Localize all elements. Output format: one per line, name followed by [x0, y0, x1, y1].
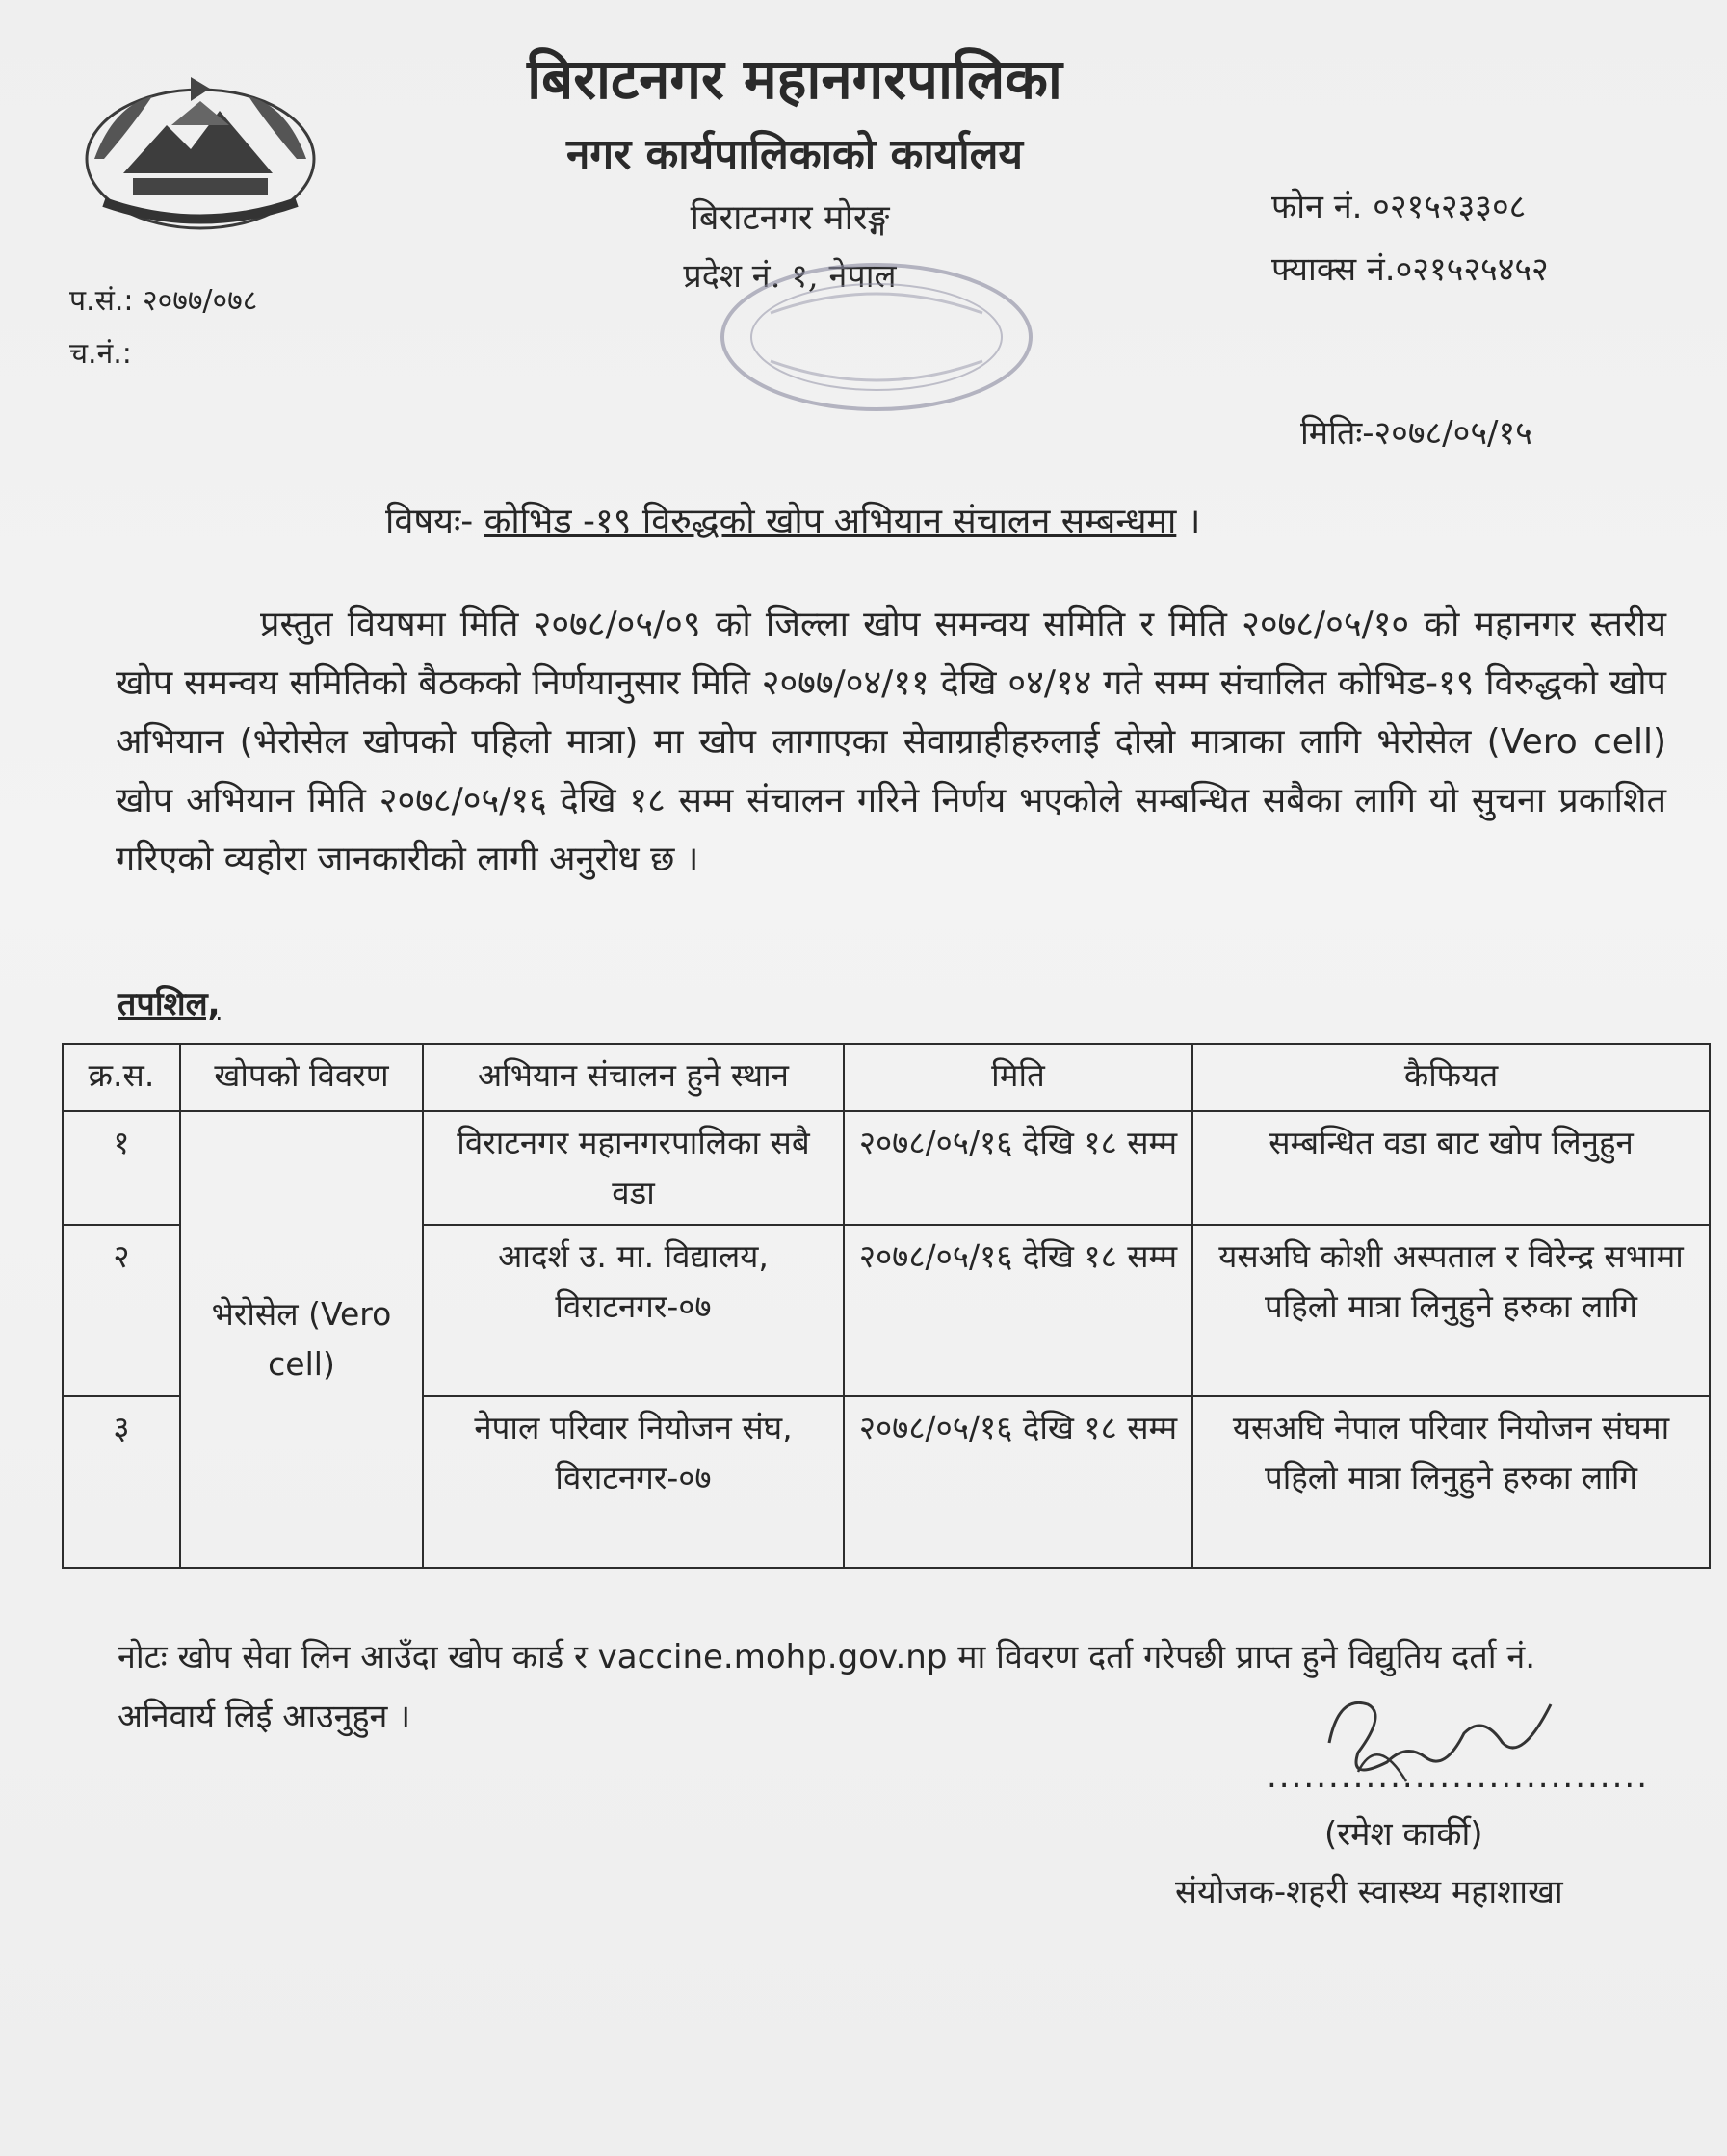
row-serial: ३ — [63, 1396, 180, 1568]
header-serial: क्र.स. — [63, 1044, 180, 1111]
table-header-row — [63, 1044, 1710, 1111]
subject-line — [385, 496, 1200, 543]
signer-designation: संयोजक-शहरी स्वास्थ्य महाशाखा — [1175, 1873, 1563, 1911]
row-serial: २ — [63, 1225, 180, 1396]
office-subtitle: नगर कार्यपालिकाको कार्यालय — [566, 130, 1023, 179]
letter-date: मितिः-२०७८/०५/१५ — [1300, 414, 1532, 453]
dispatch-number: च.नं.: — [69, 337, 132, 371]
subject-end: । — [1187, 502, 1201, 541]
note-text: नोटः खोप सेवा लिन आउँदा खोप कार्ड र vaccine.mohp.gov.np मा विवरण दर्ता गरेपछी प्राप्त हुने विद्युतिय दर्ता नं. अनिवार्य लिई आउनुहुन । — [118, 1638, 1536, 1736]
signature-line: ............................... — [1267, 1757, 1650, 1796]
header-date: मिति — [844, 1044, 1192, 1111]
subject-text: कोभिड -१९ विरुद्धको खोप अभियान संचालन सम्बन्धमा — [484, 502, 1177, 541]
row-date: २०७८/०५/१६ देखि १८ सम्म — [844, 1396, 1192, 1568]
reference-number: प.सं.: २०७७/०७८ — [69, 284, 258, 318]
row-place: आदर्श उ. मा. विद्यालय, विराटनगर-०७ — [423, 1225, 844, 1396]
row-place: नेपाल परिवार नियोजन संघ, विराटनगर-०७ — [423, 1396, 844, 1568]
office-name: बिराटनगर महानगरपालिका — [527, 46, 1062, 112]
row-remark: सम्बन्धित वडा बाट खोप लिनुहुन — [1192, 1111, 1710, 1225]
subject-label: विषयः- — [385, 502, 474, 541]
row-date: २०७८/०५/१६ देखि १८ सम्म — [844, 1225, 1192, 1396]
address-line-2: प्रदेश नं. १, नेपाल — [683, 257, 897, 296]
vaccine-name: भेरोसेल (Vero cell) — [180, 1111, 423, 1568]
office-stamp-icon — [713, 255, 1040, 419]
table-row — [63, 1111, 1710, 1225]
address-line-1: बिराटनगर मोरङ्ग — [690, 198, 890, 238]
row-place: विराटनगर महानगरपालिका सबै वडा — [423, 1111, 844, 1225]
details-label: तपशिल, — [118, 985, 221, 1024]
header-vaccine: खोपको विवरण — [180, 1044, 423, 1111]
row-remark: यसअघि नेपाल परिवार नियोजन संघमा पहिलो मात्रा लिनुहुने हरुका लागि — [1192, 1396, 1710, 1568]
phone-number: फोन नं. ०२१५२३३०८ — [1271, 188, 1527, 226]
vaccination-schedule-table — [62, 1043, 1711, 1569]
header-remarks: कैफियत — [1192, 1044, 1710, 1111]
row-remark: यसअघि कोशी अस्पताल र विरेन्द्र सभामा पहिलो मात्रा लिनुहुने हरुका लागि — [1192, 1225, 1710, 1396]
body-paragraph: प्रस्तुत वियषमा मिति २०७८/०५/०९ को जिल्ला खोप समन्वय समिति र मिति २०७८/०५/१० को महानगर स्तरीय खोप समन्वय समितिको बैठकको निर्णयानुसार मिति २०७७/०४/११ देखि ०४/१४ गते सम्म संचालित कोभिड-१९ विरुद्धको खोप अभियान (भेरोसेल खोपको पहिलो मात्रा) मा खोप लागाएका सेवाग्राहीहरुलाई दोस्रो मात्राका लागि भेरोसेल (Vero cell) खोप अभियान मिति २०७८/०५/१६ देखि १८ सम्म संचालन गरिने निर्णय भएकोले सम्बन्धित सबैका लागि यो सुचना प्रकाशित गरिएको व्यहोरा जानकारीको लागी अनुरोध छ । — [116, 605, 1666, 879]
row-date: २०७८/०५/१६ देखि १८ सम्म — [844, 1111, 1192, 1225]
signer-name: (रमेश कार्की) — [1324, 1815, 1483, 1854]
header-place: अभियान संचालन हुने स्थान — [423, 1044, 844, 1111]
row-serial: १ — [63, 1111, 180, 1225]
fax-number: फ्याक्स नं.०२१५२५४५२ — [1271, 250, 1549, 289]
